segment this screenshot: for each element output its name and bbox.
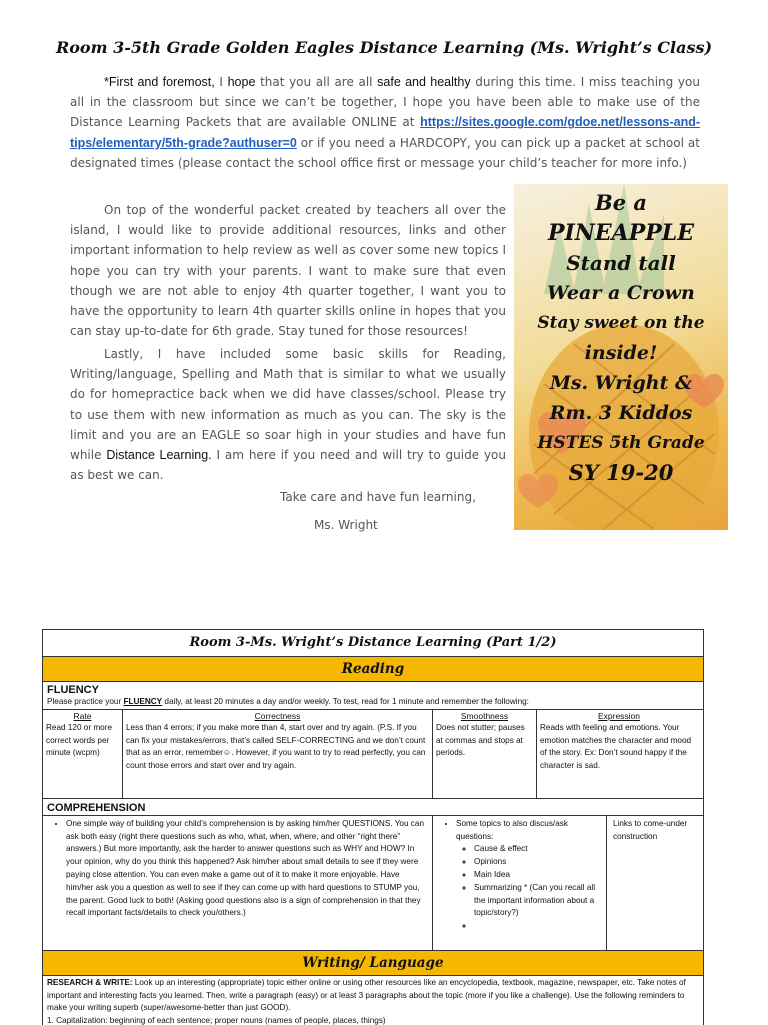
poster-line: Rm. 3 Kiddos: [549, 402, 693, 424]
fluency-section: [43, 682, 703, 799]
comprehension-section: [43, 799, 703, 951]
intro-i: I: [219, 75, 223, 89]
poster-line: Stay sweet on the: [537, 313, 705, 333]
column-text: Less than 4 errors; if you make more than 4, start over and try again. (P.S. If you can fix your mistakes/errors, that’s called SELF-CORRECTING and we don’t count that as an error, remember☺. However, if you want to try to read perfectly, you can count those errors and start over and try again.: [126, 722, 426, 771]
comprehension-body: [43, 816, 703, 950]
poster-line: Wear a Crown: [547, 282, 695, 304]
column-header: Correctness: [254, 710, 301, 721]
intro-text-1: that you all are all: [260, 75, 373, 89]
column-header: Smoothness: [460, 710, 509, 721]
third-text-1: Lastly, I have included some basic skills for Reading, Writing/language, Spelling and Math that is similar to what we usually do for homepractice back when we did have classes/school. Please try to use them with new information as much as you can. The sky is the limit and you are an EAGLE so soar high in your studies and have fun while: [70, 347, 506, 463]
signature: Ms. Wright: [314, 518, 378, 532]
topic-item: [474, 920, 603, 933]
poster-text: [514, 188, 728, 488]
research-text: Look up an interesting (appropriate) topic either online or using other resources like an encyclopedia, textbook, magazine, newspaper, etc. Take notes of important and interesting facts you learned. Then, write a paragraph (easy) or at least 3 paragraphs about the topic (more if you like a challenge). Use the following reminders to make your writing superb (super/awesome-better than just GOOD).: [47, 977, 686, 1013]
second-paragraph: On top of the wonderful packet created by teachers all over the island, I would like to provide additional resources, links and other important information to help review as well as cover some new topics I hope you can try with your parents. I want to make sure that even though we are not able to enjoy 4th quarter together, I want you to have the opportunity to learn 4th quarter skills online in hopes that you can stay up-to-date for 6th grade. Stay tuned for those resources!: [70, 203, 506, 339]
column-header: Expression: [597, 710, 641, 721]
comprehension-label: COMPREHENSION: [43, 799, 703, 816]
topic-item: ◦ Opinions: [474, 856, 603, 869]
poster-line: PINEAPPLE: [547, 220, 695, 246]
column-text: Does not stutter; pauses at commas and stops at periods.: [436, 722, 525, 758]
poster-line: inside!: [584, 342, 658, 364]
closing-line: Take care and have fun learning,: [280, 490, 476, 504]
writing-band: Writing/ Language: [43, 951, 703, 976]
column-text: Reads with feeling and emotions. Your emotion matches the character and mood of the story. Ex: Don’t sound happy if the character is sad.: [540, 722, 692, 771]
poster-line: HSTES 5th Grade: [537, 433, 705, 453]
links-cell: [607, 816, 703, 950]
fluency-criteria: [43, 710, 703, 798]
third-paragraph: [70, 344, 506, 485]
distance-learning-table: [42, 629, 704, 1025]
correctness-column: [123, 710, 433, 798]
topics-intro: • Some topics to also discus/ask questions:: [456, 818, 603, 844]
topic-item: ◦ Main Idea: [474, 869, 603, 882]
rate-column: [43, 710, 123, 798]
fluency-intro-b: FLUENCY: [123, 697, 163, 706]
intro-text-3: or if you need a HARDCOPY, you can pick up a packet at school at designated times (please contact the school office first or message your child’s teacher for more info.): [70, 135, 700, 170]
research-section: [43, 976, 703, 1025]
topic-item: ◦ Summarizing * (Can you recall all the important information about a topic/story?): [474, 882, 603, 920]
intro-hope: hope: [227, 75, 256, 89]
comprehension-topics-cell: [433, 816, 607, 950]
intro-text-2: during this time. I miss teaching you all in the classroom but since we can’t be together, I hope you have been able to make use of the Distance Learning Packets that are available ONLINE at: [70, 75, 700, 130]
links-text: Links to come-under construction: [613, 818, 688, 841]
pineapple-poster: [514, 184, 728, 530]
intro-safe: safe and healthy: [377, 75, 471, 89]
intro-first: *First and foremost,: [104, 75, 215, 89]
comprehension-main-cell: [43, 816, 433, 950]
poster-line: Ms. Wright &: [549, 372, 693, 394]
column-header: Rate: [73, 710, 92, 721]
table-title: Room 3-Ms. Wright’s Distance Learning (Part 1/2): [43, 630, 703, 657]
reading-band: Reading: [43, 657, 703, 682]
packet-link[interactable]: https://sites.google.com/gdoe.net/lessons-and-tips/elementary/5th-grade?authuser=0: [70, 115, 700, 150]
fluency-label: FLUENCY: [47, 684, 99, 696]
intro-paragraph: [70, 72, 700, 173]
fluency-intro: [43, 696, 703, 710]
fluency-intro-a: Please practice your: [47, 697, 122, 706]
smoothness-column: [433, 710, 537, 798]
poster-line: SY 19-20: [568, 460, 674, 485]
fluency-intro-c: daily, at least 20 minutes a day and/or weekly. To test, read for 1 minute and remember the following:: [164, 697, 529, 706]
distance-learning-emph: Distance Learning.: [106, 448, 212, 463]
third-text-2: I am here if you need and will try to guide you as best we can.: [70, 448, 506, 483]
topic-item: ◦ Cause & effect: [474, 843, 603, 856]
column-text: Read 120 or more correct words per minute (wcpm): [46, 722, 112, 758]
poster-line: Be a: [594, 190, 648, 215]
comprehension-main-text: • One simple way of building your child’s comprehension is by asking him/her QUESTIONS. You can ask both easy (right there questions such as who, what, when, where, and other “right there” answers.) But more importantly, ask the harder to answer questions such as WHY and HOW? In your opinion, why do you think this happened? Ask him/her about small details to see if they were paying close attention. You can even make a game out of it to make it more enjoyable. Have him/her ask you a question as well to see if they can come up with hard questions to STUMP you, the parent. Good luck to both! (Asking good questions also is a sign of comprehension in that they recall important facts/details to check you/others.): [66, 818, 429, 920]
research-item-1: 1. Capitalization: beginning of each sentence; proper nouns (names of people, places, things): [47, 1016, 386, 1025]
poster-line: Stand tall: [566, 251, 676, 275]
expression-column: [537, 710, 701, 798]
research-label: RESEARCH & WRITE:: [47, 977, 133, 987]
page-title: Room 3-5th Grade Golden Eagles Distance Learning (Ms. Wright’s Class): [55, 38, 713, 57]
